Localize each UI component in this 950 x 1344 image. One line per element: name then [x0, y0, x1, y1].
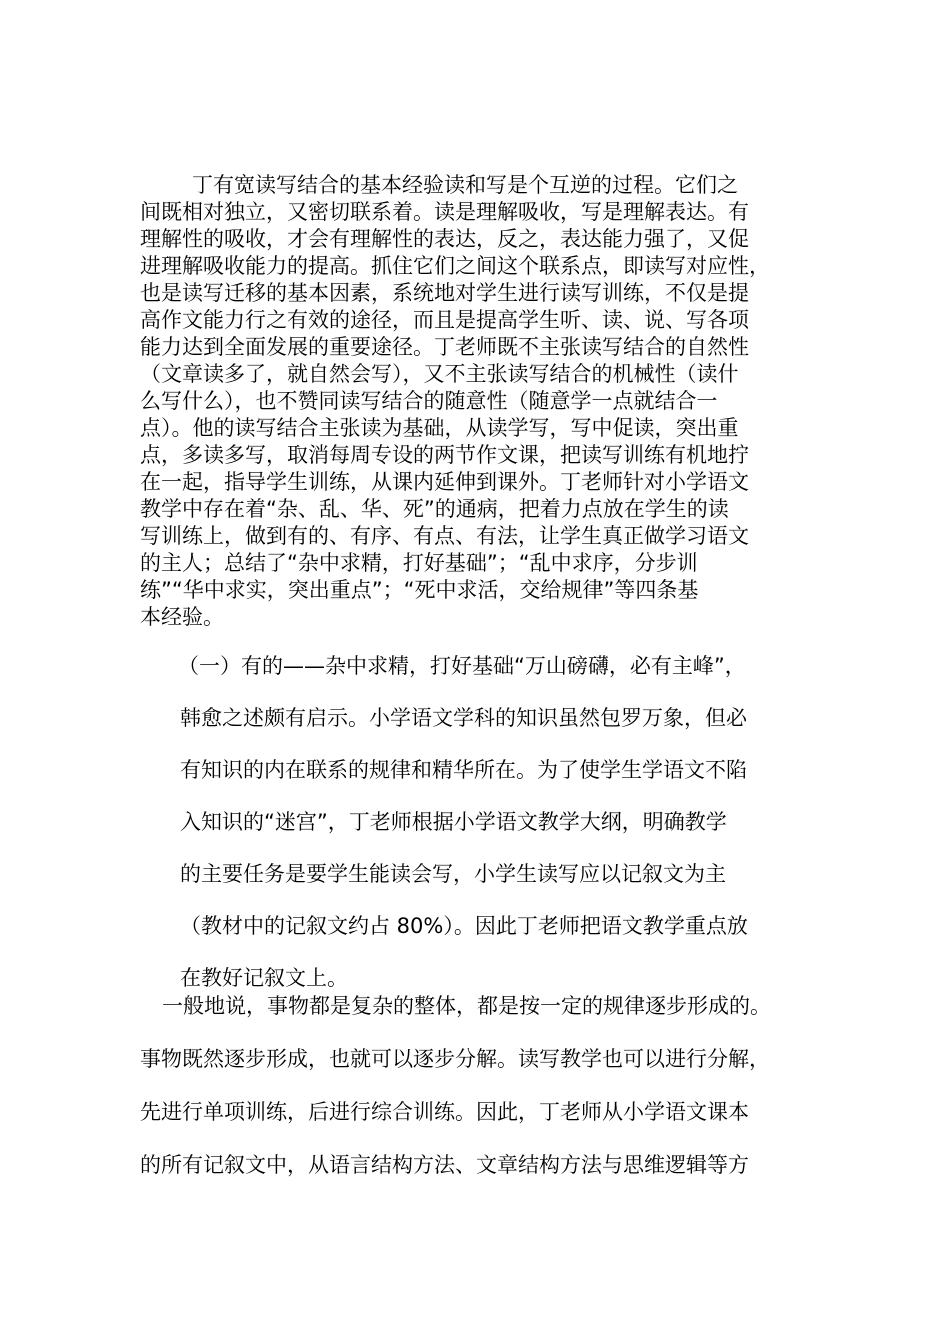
text-line: 理解性的吸收，才会有理解性的表达，反之，表达能力强了，又促	[140, 227, 749, 251]
text-line: 在一起，指导学生训练，从课内延伸到课外。丁老师针对小学语文	[140, 470, 749, 494]
text-line: 进理解吸收能力的提高。抓住它们之间这个联系点，即读写对应性，	[140, 254, 770, 278]
text-line: 么写什么），也不赞同读写结合的随意性（随意学一点就结合一	[140, 389, 718, 413]
text-line: 间既相对独立，又密切联系着。读是理解吸收，写是理解表达。有	[140, 200, 749, 224]
text-line: 丁有宽读写结合的基本经验读和写是个互逆的过程。它们之	[192, 173, 738, 197]
paragraph-decomposition-training	[140, 980, 840, 1192]
text-line: 的主要任务是要学生能读会写，小学生读写应以记叙文为主	[180, 862, 726, 886]
text-line: 韩愈之述颇有启示。小学语文学科的知识虽然包罗万象，但必	[180, 706, 747, 730]
text-line: 事物既然逐步形成，也就可以逐步分解。读写教学也可以进行分解，	[140, 1047, 770, 1071]
section-heading-line: （一）有的——杂中求精，打好基础“万山磅礴，必有主峰”，	[178, 654, 746, 678]
text-line: 在教好记叙文上。	[180, 966, 348, 990]
text-line: 写训练上，做到有的、有序、有点、有法，让学生真正做学习语文	[140, 524, 749, 548]
text-line: 本经验。	[140, 605, 224, 629]
text-line: （教材中的记叙文约占 80%）。因此丁老师把语文教学重点放	[180, 914, 748, 938]
text-line: 有知识的内在联系的规律和精华所在。为了使学生学语文不陷	[180, 758, 747, 782]
text-line: 入知识的“迷宫”，丁老师根据小学语文教学大纲，明确教学	[180, 810, 727, 834]
text-line: 一般地说，事物都是复杂的整体，都是按一定的规律逐步形成的。	[162, 994, 771, 1018]
text-line: 点，多读多写，取消每周专设的两节作文课，把读写训练有机地拧	[140, 443, 749, 467]
text-line: 能力达到全面发展的重要途径。丁老师既不主张读写结合的自然性	[140, 335, 749, 359]
text-line: 的主人；总结了“杂中求精，打好基础”；“乱中求序，分步训	[140, 551, 698, 575]
text-line: 点）。他的读写结合主张读为基础，从读学写，写中促读，突出重	[140, 416, 739, 440]
text-line: 先进行单项训练，后进行综合训练。因此，丁老师从小学语文课本	[140, 1100, 749, 1124]
text-line: （文章读多了，就自然会写），又不主张读写结合的机械性（读什	[140, 362, 739, 386]
text-line: 教学中存在着“杂、乱、华、死”的通病，把着力点放在学生的读	[140, 497, 729, 521]
paragraph-reading-writing-experience	[140, 172, 830, 631]
text-line: 练”“华中求实，突出重点”；“死中求活，交给规律”等四条基	[140, 578, 699, 602]
text-line: 高作文能力行之有效的途径，而且是提高学生听、读、说、写各项	[140, 308, 749, 332]
text-line: 的所有记叙文中，从语言结构方法、文章结构方法与思维逻辑等方	[140, 1153, 749, 1177]
text-line: 也是读写迁移的基本因素，系统地对学生进行读写训练，不仅是提	[140, 281, 749, 305]
section-one-narrative-focus	[180, 640, 830, 1004]
